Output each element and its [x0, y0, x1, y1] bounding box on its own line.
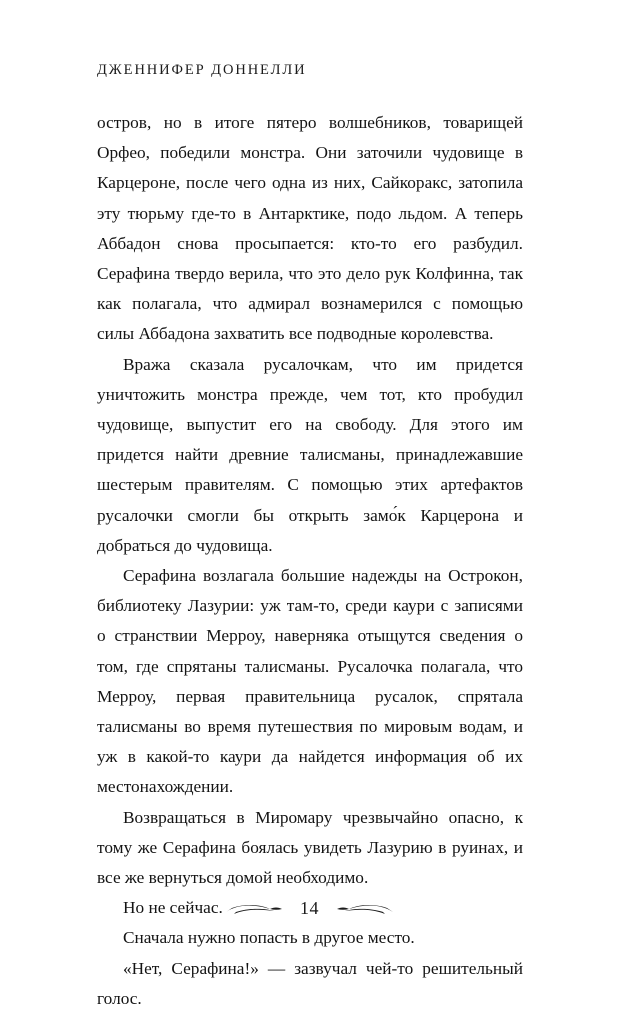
body-text	[97, 108, 523, 1014]
page-number: 14	[300, 898, 319, 918]
paragraph: Вража сказала русалочкам, что им придется уничтожить монстра прежде, чем тот, кто пробудил чудовище, выпустит его на свободу. Для этого им придется найти древние талисманы, принадлежавшие шестерым правителям. С помощью этих артефактов русалочки смогли бы открыть замо́к Карцерона и добраться до чудовища.	[97, 354, 523, 555]
flourish-right-icon	[333, 901, 395, 917]
paragraph: Серафина возлагала большие надежды на Острокон, библиотеку Лазурии: уж там-то, среди каури с записями о странствии Мерроу, наверняка отыщутся сведения о том, где спрятаны талисманы. Русалочка полагала, что Мерроу, первая правительница русалок, спрятала талисманы во время путешествия по мировым водам, и уж в какой-то каури да найдется информация об их местонахождении.	[97, 566, 523, 797]
paragraph: Но не сейчас.	[123, 898, 223, 918]
running-head: ДЖЕННИФЕР ДОННЕЛЛИ	[97, 62, 307, 78]
page-footer	[0, 898, 619, 919]
paragraph: остров, но в итоге пятеро волшебников, товарищей Орфео, победили монстра. Они заточили чудовище в Карцероне, после чего одна из них, Сайкоракс, затопила эту тюрьму где-то в Антарктике, подо льдом. А теперь Аббадон снова просыпается: кто-то его разбудил. Серафина твердо верила, что это дело рук Колфинна, так как полагала, что адмирал вознамерился с помощью силы Аббадона захватить все подводные королевства.	[97, 113, 523, 344]
flourish-left-icon	[224, 901, 286, 917]
paragraph: «Нет, Серафина!» — зазвучал чей-то решительный голос.	[97, 958, 523, 1008]
paragraph: Возвращаться в Миромару чрезвычайно опасно, к тому же Серафина боялась увидеть Лазурию в руинах, и все же вернуться домой необходимо.	[97, 807, 523, 888]
paragraph: Сначала нужно попасть в другое место.	[123, 928, 415, 948]
